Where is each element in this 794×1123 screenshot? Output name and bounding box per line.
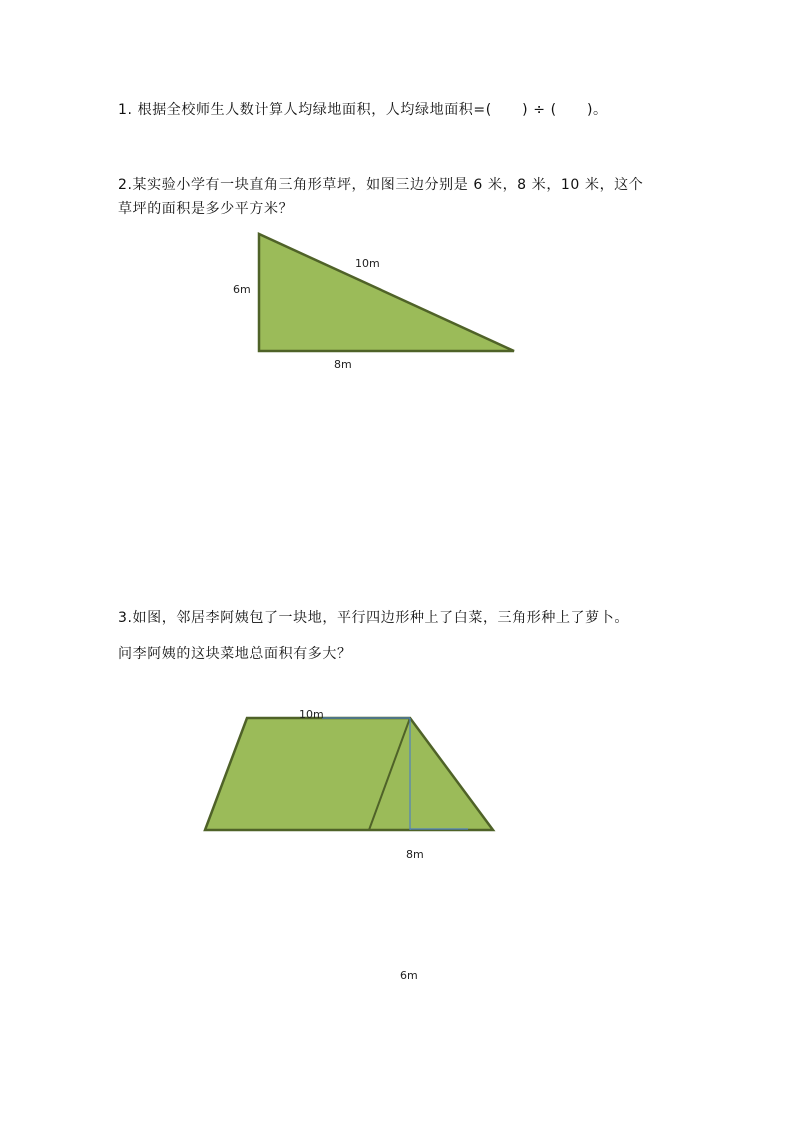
- triangle-base-label: 8m: [334, 358, 352, 371]
- question-3-line-1: 3.如图，邻居李阿姨包了一块地，平行四边形种上了白菜，三角形种上了萝卜。: [118, 610, 629, 626]
- triangle-height-label: 6m: [233, 283, 251, 296]
- question-1-text-before: 1. 根据全校师生人数计算人均绿地面积，人均绿地面积=(: [118, 102, 492, 118]
- triangle-hypotenuse-label: 10m: [355, 257, 380, 270]
- garden-plot-figure: [205, 708, 493, 982]
- garden-plot-outline: [205, 718, 493, 830]
- question-1-text-after: )。: [587, 102, 608, 118]
- question-2-line-2: 草坪的面积是多少平方米？: [118, 201, 294, 217]
- plot-base-label: 8m: [406, 848, 424, 861]
- question-2-line-1: 2.某实验小学有一块直角三角形草坪，如图三边分别是 6 米，8 米，10 米，这个: [118, 177, 644, 193]
- question-3-line-2: 问李阿姨的这块菜地总面积有多大？: [118, 646, 352, 662]
- right-triangle-lawn: [259, 234, 514, 351]
- question-1-divide: ) ÷ (: [522, 102, 557, 118]
- plot-height-label: 6m: [400, 969, 418, 982]
- right-triangle-figure: [233, 234, 514, 371]
- plot-top-label: 10m: [299, 708, 324, 721]
